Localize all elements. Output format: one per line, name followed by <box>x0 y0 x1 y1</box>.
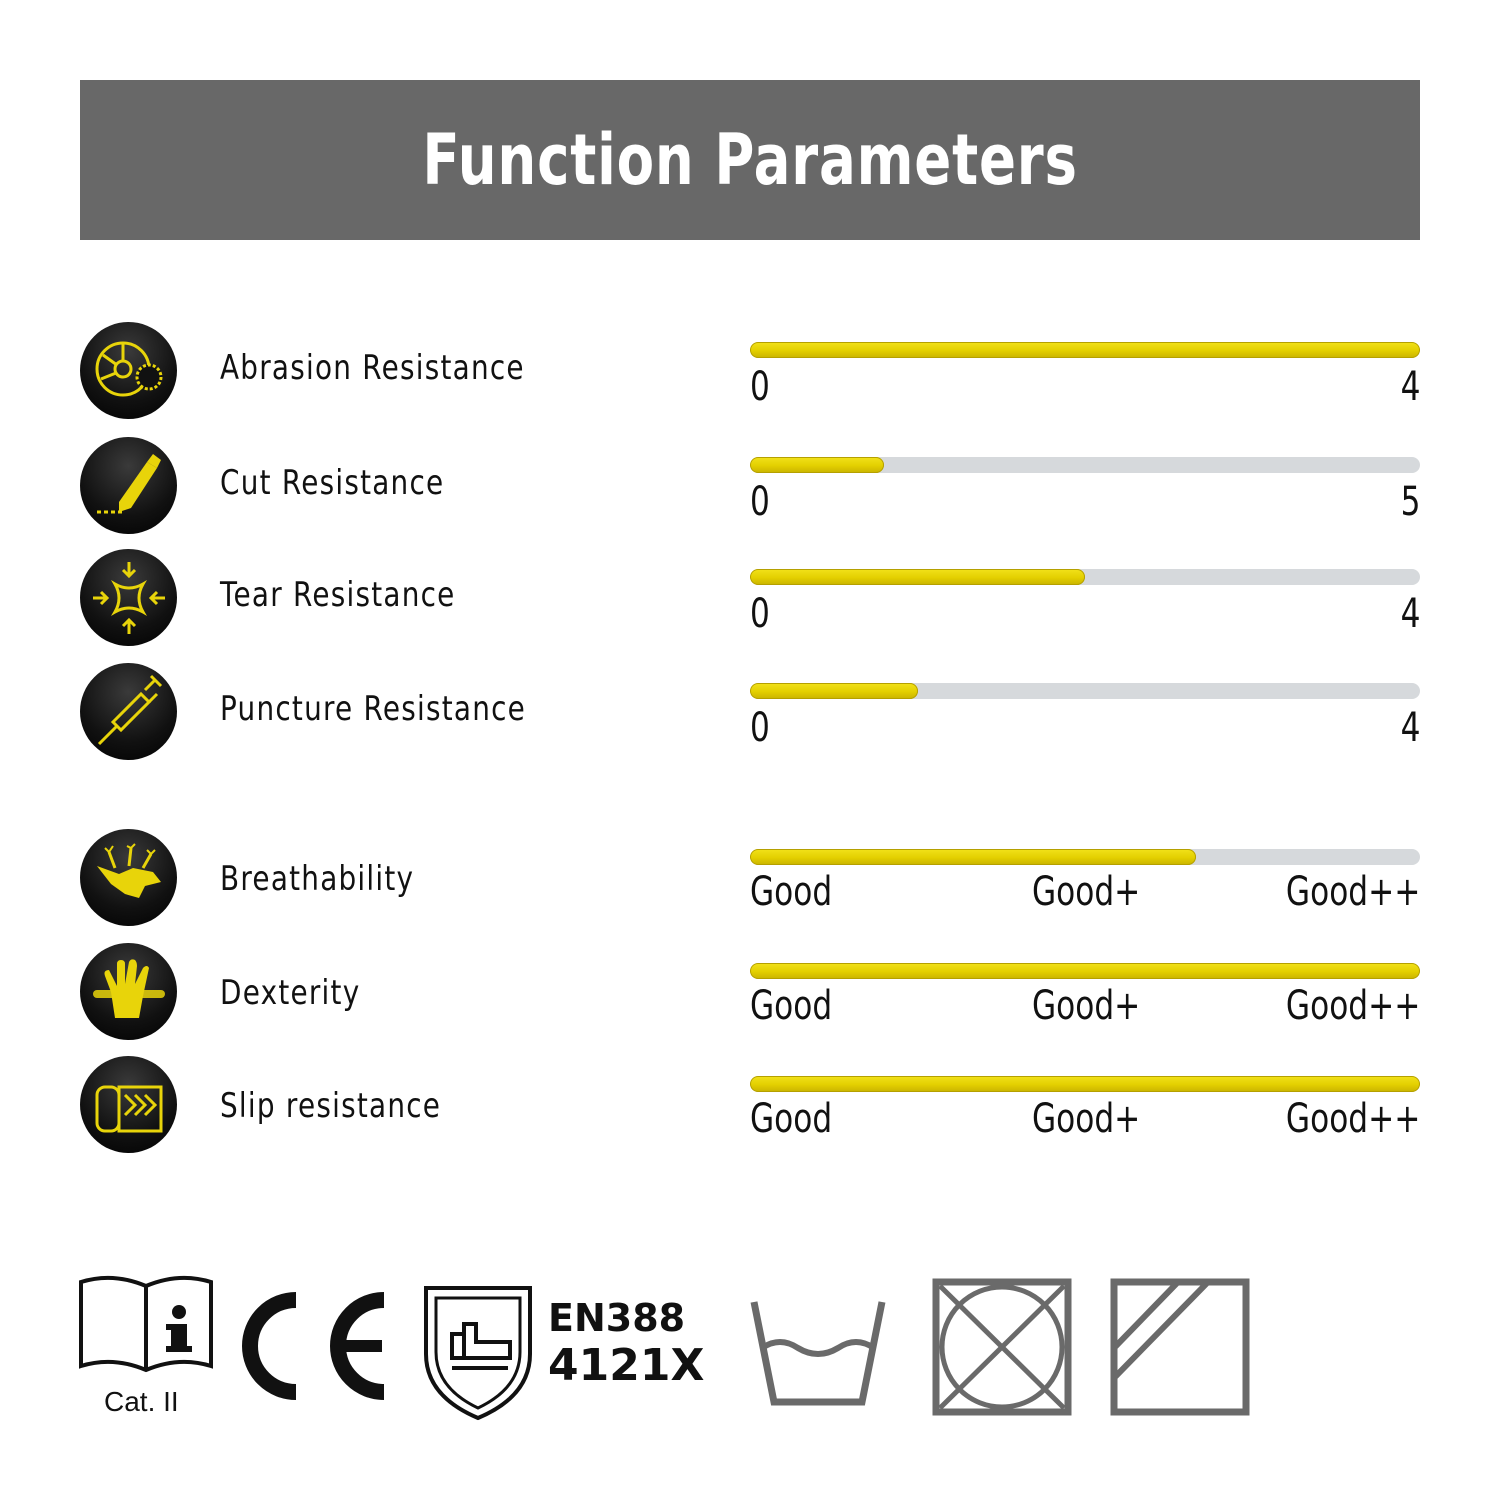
scale-min-label: 0 <box>750 705 770 751</box>
shade-dry-icon <box>1110 1278 1250 1416</box>
scale-max-label: 4 <box>1400 364 1420 410</box>
scale-good-plus-plus-label: Good++ <box>1285 983 1420 1029</box>
rating-bar-fill <box>750 569 1085 585</box>
no-tumble-dry-icon <box>932 1278 1072 1416</box>
quality-bar-fill <box>750 849 1196 865</box>
info-manual-icon <box>78 1274 214 1374</box>
en388-standard: EN388 <box>548 1296 686 1340</box>
rating-bar-fill <box>750 683 918 699</box>
puncture-needle-icon <box>80 663 177 760</box>
en388-shield-icon <box>422 1284 534 1422</box>
slip-resistance-icon <box>80 1056 177 1153</box>
quality-bar <box>750 963 1420 979</box>
scale-min-label: 0 <box>750 479 770 525</box>
quality-label: Dexterity <box>220 973 361 1013</box>
scale-good-label: Good <box>750 1096 833 1142</box>
parameter-label: Puncture Resistance <box>220 689 527 729</box>
scale-good-plus-label: Good+ <box>1032 869 1141 915</box>
scale-good-plus-plus-label: Good++ <box>1285 1096 1420 1142</box>
rating-bar <box>750 683 1420 699</box>
abrasion-disc-icon <box>80 322 177 419</box>
cut-knife-icon <box>80 437 177 534</box>
scale-good-label: Good <box>750 869 833 915</box>
scale-good-label: Good <box>750 983 833 1029</box>
scale-good-plus-plus-label: Good++ <box>1285 869 1420 915</box>
rating-bar-fill <box>750 342 1420 358</box>
quality-bar <box>750 849 1420 865</box>
scale-max-label: 4 <box>1400 591 1420 637</box>
rating-bar <box>750 457 1420 473</box>
en388-rating: 4121X <box>548 1340 705 1391</box>
rating-bar <box>750 342 1420 358</box>
wash-tub-icon <box>748 1296 888 1408</box>
rating-bar <box>750 569 1420 585</box>
parameter-label: Tear Resistance <box>220 575 456 615</box>
header-banner <box>80 80 1420 240</box>
breathability-icon <box>80 829 177 926</box>
quality-bar-fill <box>750 1076 1420 1092</box>
scale-max-label: 5 <box>1400 479 1420 525</box>
scale-good-plus-label: Good+ <box>1032 1096 1141 1142</box>
quality-bar-fill <box>750 963 1420 979</box>
scale-min-label: 0 <box>750 364 770 410</box>
quality-bar <box>750 1076 1420 1092</box>
quality-label: Breathability <box>220 859 415 899</box>
scale-good-plus-label: Good+ <box>1032 983 1141 1029</box>
tear-arrows-icon <box>80 549 177 646</box>
parameter-label: Cut Resistance <box>220 463 445 503</box>
scale-min-label: 0 <box>750 591 770 637</box>
dexterity-hand-icon <box>80 943 177 1040</box>
quality-label: Slip resistance <box>220 1086 442 1126</box>
rating-bar-fill <box>750 457 884 473</box>
scale-max-label: 4 <box>1400 705 1420 751</box>
page-title: Function Parameters <box>422 119 1078 201</box>
category-label: Cat. II <box>104 1386 179 1417</box>
parameter-label: Abrasion Resistance <box>220 348 525 388</box>
ce-mark-icon <box>238 1292 390 1400</box>
certification-icons <box>0 1270 1500 1430</box>
